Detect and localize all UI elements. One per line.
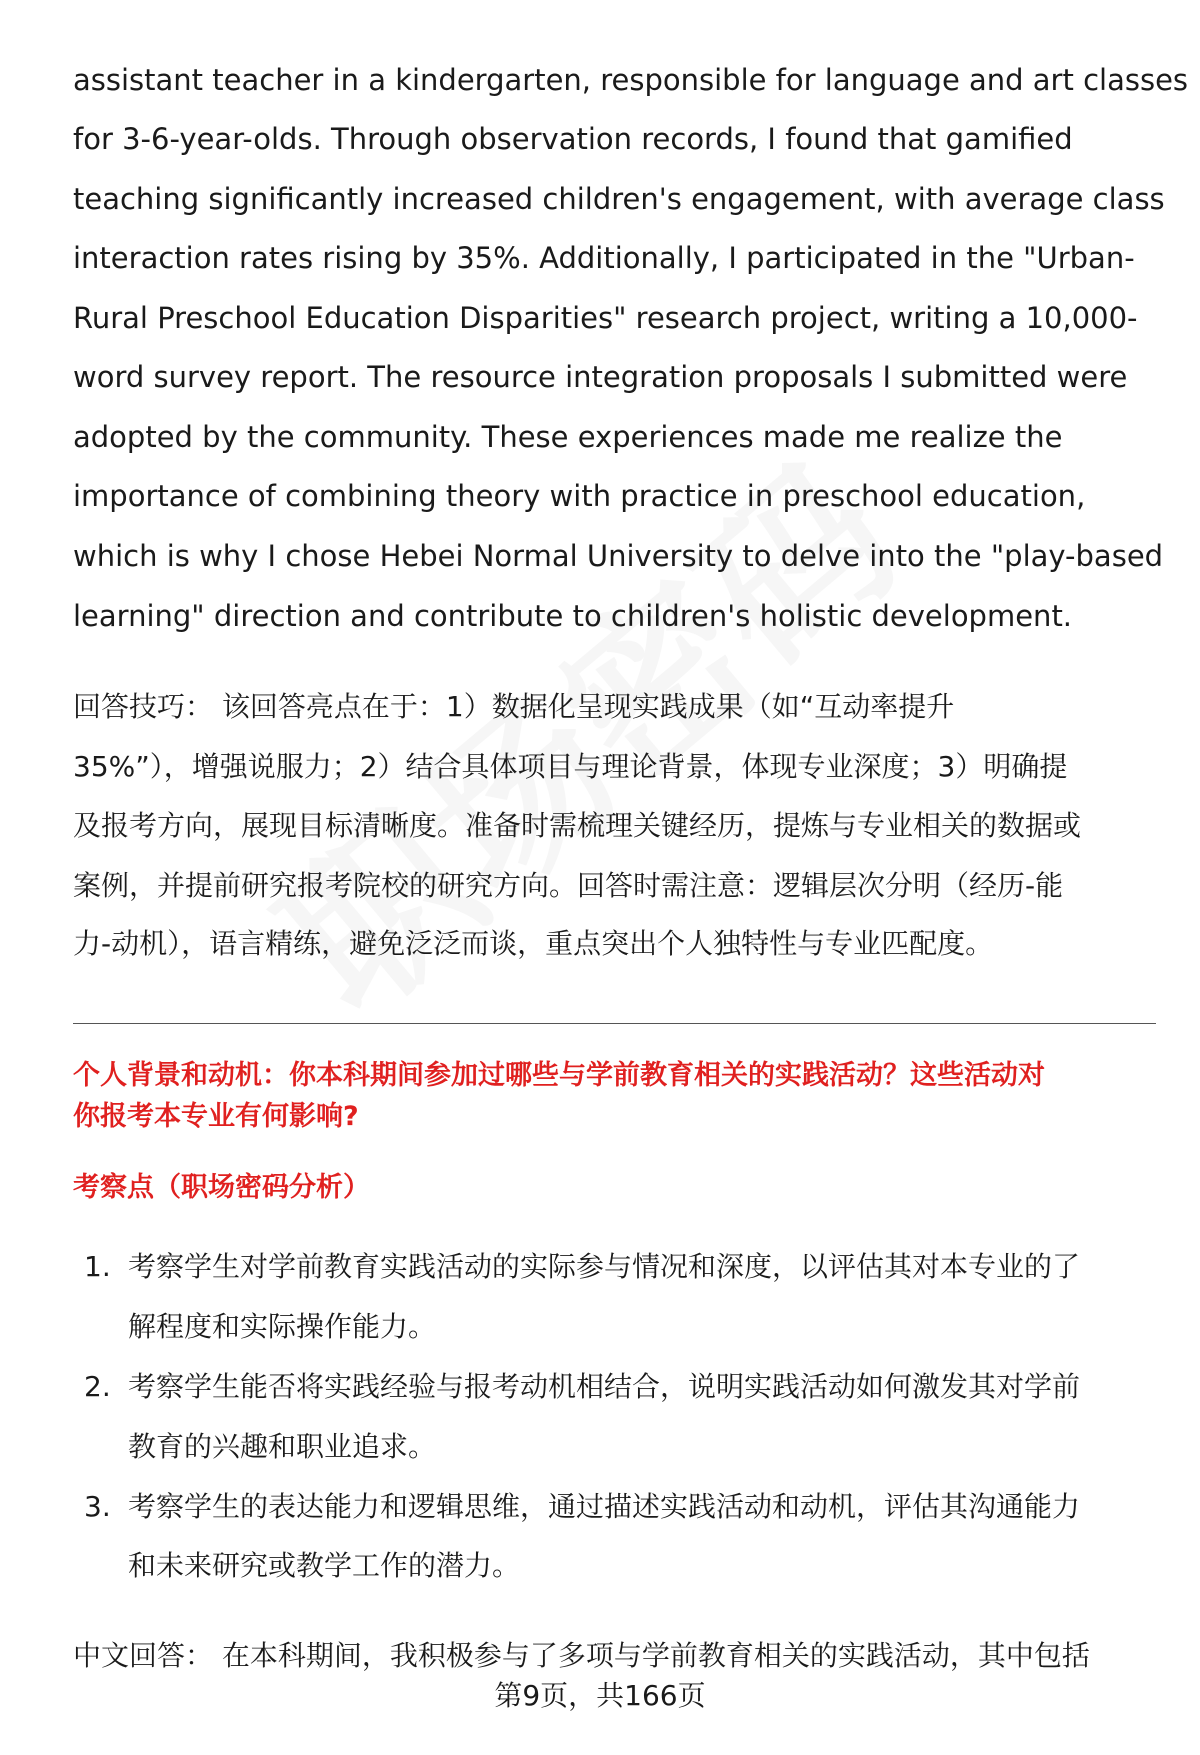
tips-line: 案例，并提前研究报考院校的研究方向。回答时需注意：逻辑层次分明（经历-能: [73, 869, 1064, 902]
list-item-line: 解程度和实际操作能力。: [128, 1310, 437, 1343]
chinese-answer-line: 中文回答： 在本科期间，我积极参与了多项与学前教育相关的实践活动，其中包括: [73, 1639, 1090, 1672]
list-item-line: 和未来研究或教学工作的潜力。: [128, 1549, 521, 1582]
tips-line: 回答技巧： 该回答亮点在于：1）数据化呈现实践成果（如“互动率提升: [73, 690, 955, 723]
list-number: 1.: [84, 1250, 111, 1283]
answer-line: for 3-6-year-olds. Through observation records, I found that gamified: [73, 122, 1073, 156]
answer-line: assistant teacher in a kindergarten, responsible for language and art classes: [73, 63, 1189, 97]
answer-line: adopted by the community. These experiences made me realize the: [73, 420, 1063, 454]
tips-line: 力-动机），语言精练，避免泛泛而谈，重点突出个人独特性与专业匹配度。: [73, 927, 994, 960]
section-divider: [73, 1023, 1156, 1024]
question-line: 个人背景和动机：你本科期间参加过哪些与学前教育相关的实践活动？这些活动对: [73, 1060, 1045, 1091]
list-number: 3.: [84, 1490, 111, 1523]
tips-line: 35%”），增强说服力；2）结合具体项目与理论背景，体现专业深度；3）明确提: [73, 750, 1068, 783]
answer-line: interaction rates rising by 35%. Additionally, I participated in the "Urban-: [73, 241, 1135, 275]
answer-line: importance of combining theory with practice in preschool education,: [73, 479, 1086, 513]
answer-line: learning" direction and contribute to children's holistic development.: [73, 599, 1073, 633]
list-number: 2.: [84, 1370, 111, 1403]
answer-line: word survey report. The resource integration proposals I submitted were: [73, 360, 1128, 394]
page-footer: 第9页，共166页: [494, 1679, 706, 1712]
question-line: 你报考本专业有何影响?: [73, 1101, 359, 1132]
answer-line: Rural Preschool Education Disparities" research project, writing a 10,000-: [73, 301, 1138, 335]
list-item-line: 考察学生的表达能力和逻辑思维，通过描述实践活动和动机，评估其沟通能力: [128, 1490, 1081, 1523]
list-item-line: 考察学生对学前教育实践活动的实际参与情况和深度，以评估其对本专业的了: [128, 1250, 1081, 1283]
list-item-line: 教育的兴趣和职业追求。: [128, 1430, 437, 1463]
answer-line: which is why I chose Hebei Normal University to delve into the "play-based: [73, 539, 1164, 573]
tips-line: 及报考方向，展现目标清晰度。准备时需梳理关键经历，提炼与专业相关的数据或: [73, 809, 1082, 842]
focus-heading: 考察点（职场密码分析）: [73, 1172, 370, 1203]
list-item-line: 考察学生能否将实践经验与报考动机相结合，说明实践活动如何激发其对学前: [128, 1370, 1081, 1403]
answer-line: teaching significantly increased children's engagement, with average class: [73, 182, 1165, 216]
